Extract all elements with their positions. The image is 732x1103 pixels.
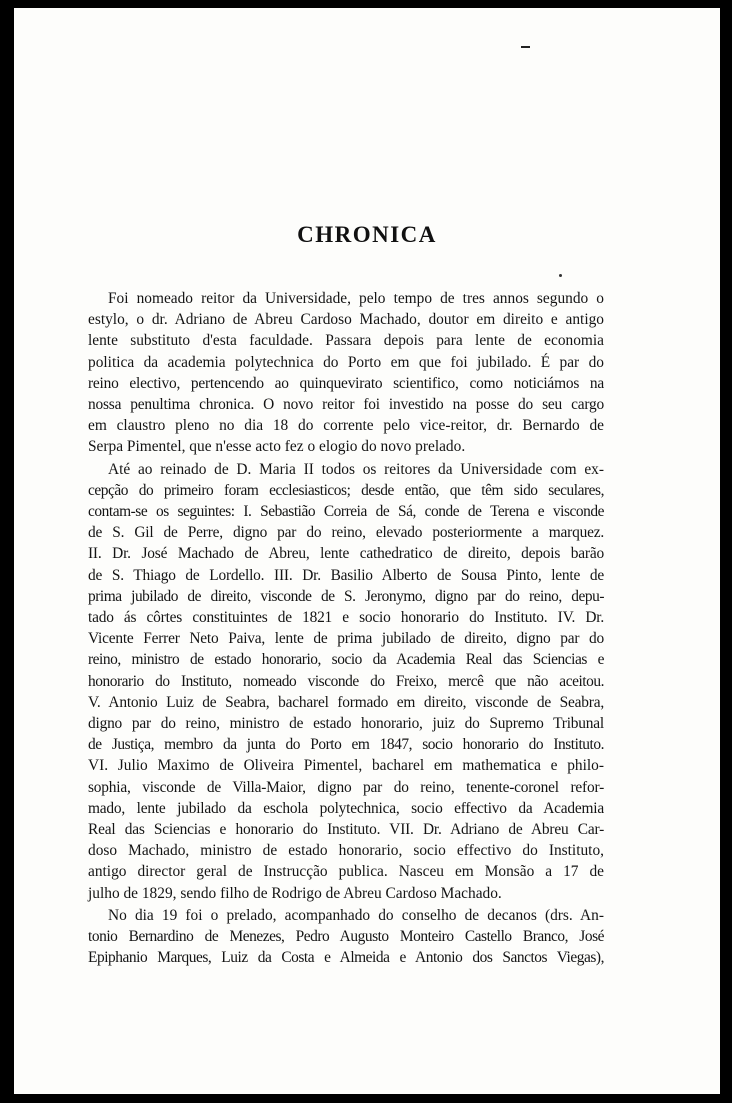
page-title: CHRONICA — [297, 222, 437, 247]
paragraph-3 — [88, 905, 604, 969]
text-line: honorario do Instituto, nomeado visconde do Freixo, mercê que não aceitou. — [88, 672, 604, 690]
text-line: de Justiça, membro da junta do Porto em 1847, socio honorario do Instituto. — [88, 736, 604, 754]
text-line: estylo, o dr. Adriano de Abreu Cardoso Machado, doutor em direito e antigo — [88, 311, 604, 329]
text-line: contam-se os seguintes: I. Sebastião Correia de Sá, conde de Terena e visconde — [88, 503, 604, 521]
paragraph-1 — [88, 288, 604, 458]
text-line: politica da academia polytechnica do Porto em que foi jubilado. É par do — [88, 353, 604, 371]
article-body — [88, 288, 604, 970]
text-line: prima jubilado de direito, visconde de S. Jeronymo, digno par do reino, depu- — [88, 587, 604, 605]
text-line: digno par do reino, ministro de estado honorario, juiz do Supremo Tribunal — [88, 715, 604, 733]
text-line: cepção do primeiro foram ecclesiasticos; desde então, que têm sido seculares, — [88, 481, 604, 499]
document-page — [14, 8, 720, 1094]
text-line: julho de 1829, sendo filho de Rodrigo de Abreu Cardoso Machado. — [88, 884, 502, 902]
text-line: sophia, visconde de Villa-Maior, digno par do reino, tenente-coronel refor- — [88, 778, 604, 796]
text-line: tonio Bernardino de Menezes, Pedro Augusto Monteiro Castello Branco, José — [88, 928, 604, 946]
text-line: de S. Gil de Perre, digno par do reino, elevado posteriormente a marquez. — [88, 524, 604, 542]
text-line: Real das Sciencias e honorario do Instituto. VII. Dr. Adriano de Abreu Car- — [88, 821, 604, 839]
text-line: nossa penultima chronica. O novo reitor foi investido na posse do seu cargo — [88, 396, 604, 414]
text-line: Vicente Ferrer Neto Paiva, lente de prima jubilado de direito, digno par do — [88, 630, 604, 648]
text-line: Foi nomeado reitor da Universidade, pelo tempo de tres annos segundo o — [108, 290, 604, 307]
text-line: Epiphanio Marques, Luiz da Costa e Almeida e Antonio dos Sanctos Viegas), — [88, 949, 604, 967]
text-line: No dia 19 foi o prelado, acompanhado do conselho de decanos (drs. An- — [108, 906, 604, 924]
text-line: V. Antonio Luiz de Seabra, bacharel formado em direito, visconde de Seabra, — [88, 693, 604, 711]
text-line: antigo director geral de Instrucção publica. Nasceu em Monsão a 17 de — [88, 863, 604, 881]
page-corner-mark — [521, 46, 530, 48]
text-line: doso Machado, ministro de estado honorario, socio effectivo do Instituto, — [88, 842, 604, 860]
text-line: de S. Thiago de Lordello. III. Dr. Basilio Alberto de Sousa Pinto, lente de — [88, 566, 604, 584]
text-line: reino, ministro de estado honorario, socio da Academia Real das Sciencias e — [88, 651, 604, 669]
paragraph-2 — [88, 459, 604, 904]
text-line: mado, lente jubilado da eschola polytechnica, socio effectivo da Academia — [88, 799, 604, 817]
text-line: VI. Julio Maximo de Oliveira Pimentel, bacharel em mathematica e philo- — [88, 757, 604, 775]
text-line: Até ao reinado de D. Maria II todos os reitores da Universidade com ex- — [108, 460, 604, 478]
ornament-dot — [559, 274, 562, 277]
text-line: lente substituto d'esta faculdade. Passara depois para lente de economia — [88, 332, 604, 350]
text-line: em claustro pleno no dia 18 do corrente pelo vice-reitor, dr. Bernardo de — [88, 417, 604, 435]
text-line: tado ás côrtes constituintes de 1821 e socio honorario do Instituto. IV. Dr. — [88, 609, 604, 627]
text-line: Serpa Pimentel, que n'esse acto fez o elogio do novo prelado. — [88, 438, 466, 456]
text-line: II. Dr. José Machado de Abreu, lente cathedratico de direito, depois barão — [88, 545, 604, 563]
text-line: reino electivo, pertencendo ao quinquevirato scientifico, como noticiámos na — [88, 374, 604, 392]
